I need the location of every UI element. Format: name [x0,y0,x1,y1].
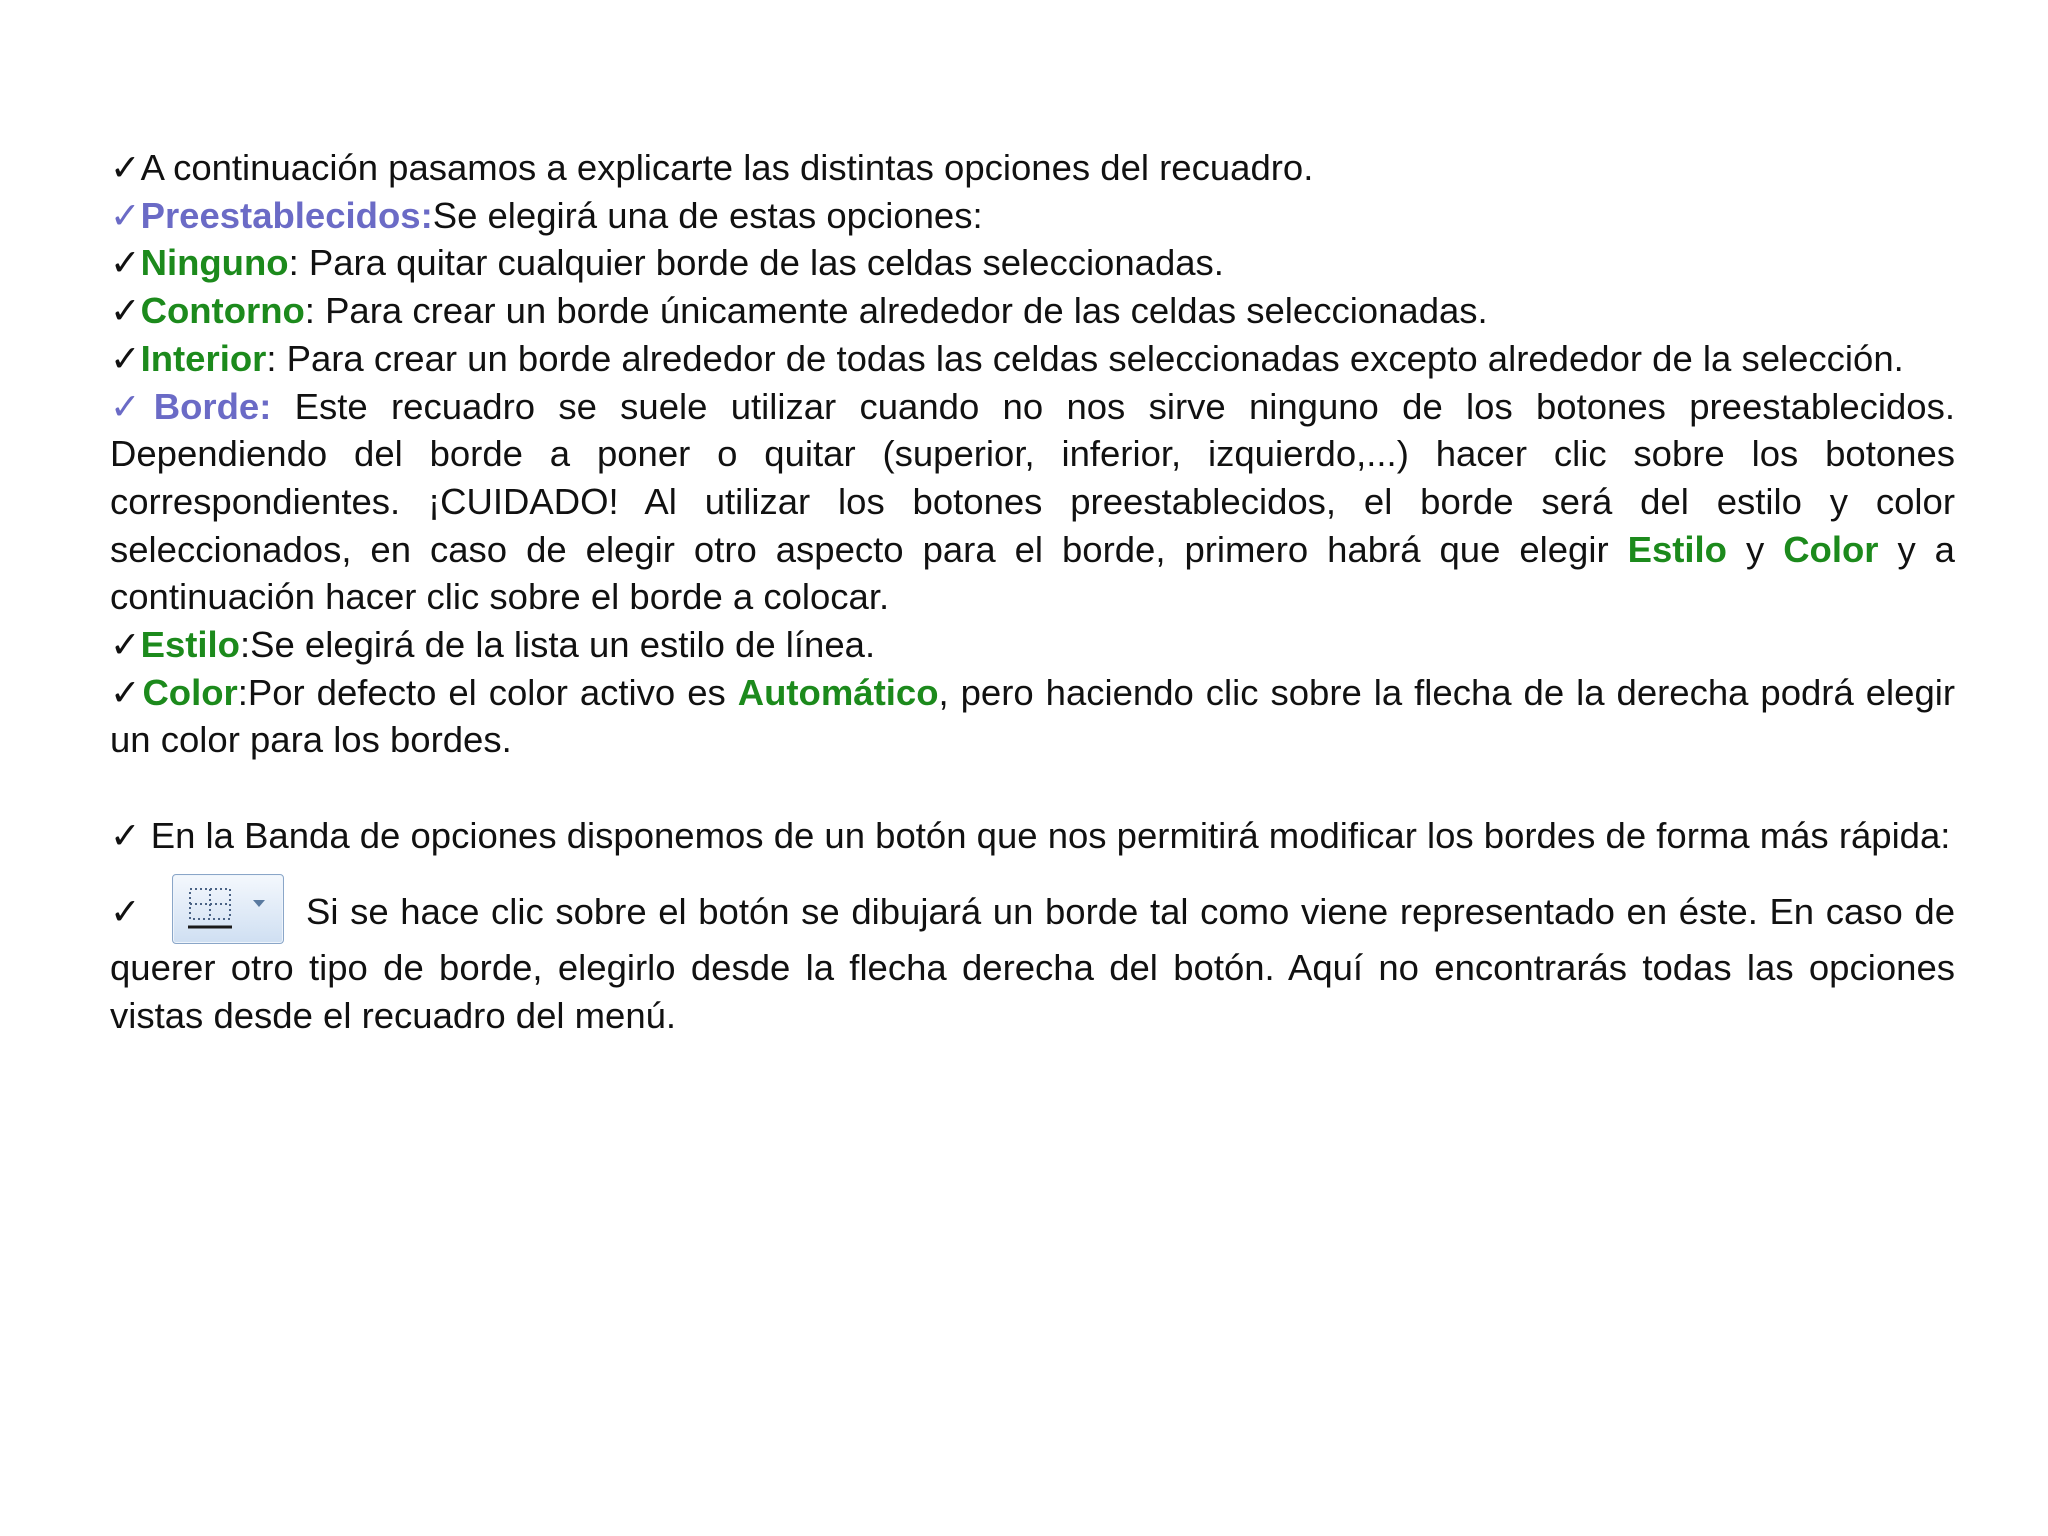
check-icon: ✓ [110,671,143,713]
interior-line [110,335,1955,383]
borders-dropdown-button[interactable] [172,874,284,944]
intro-line [110,144,1955,192]
intro-text: A continuación pasamos a explicarte las distintas opciones del recuadro. [140,147,1314,188]
check-icon: ✓ [110,815,141,857]
color-text-1: :Por defecto el color activo es [237,671,738,713]
check-icon: ✓ [110,147,141,188]
check-icon: ✓ [110,242,141,284]
check-icon: ✓ [110,194,141,236]
check-icon: ✓ [110,385,154,427]
interior-text: : Para crear un borde alrededor de todas las celdas seleccionadas excepto alrededor de la selección. [266,337,1904,379]
paragraph-spacer [110,764,1955,812]
contorno-text: : Para crear un borde únicamente alrededor de las celdas seleccionadas. [304,290,1488,332]
preestablecidos-text: Se elegirá una de estas opciones: [432,194,983,236]
banda-paragraph [110,812,1955,860]
banda-text: En la Banda de opciones disponemos de un botón que nos permitirá modificar los bordes de forma más rápida: [140,815,1951,857]
paragraph-spacer [110,860,1955,874]
borde-estilo-keyword: Estilo [1627,528,1727,570]
estilo-text: :Se elegirá de la lista un estilo de línea. [239,624,876,666]
ninguno-text: : Para quitar cualquier borde de las celdas seleccionadas. [288,242,1224,284]
borders-dropdown-icon [173,875,283,943]
borde-text-2: y a continuación hacer clic sobre el borde a colocar. [110,528,1955,618]
borde-paragraph [110,383,1955,622]
color-text-2: , pero haciendo clic sobre la flecha de la derecha podrá elegir un color para los bordes. [110,671,1956,761]
ninguno-line [110,239,1955,287]
check-icon: ✓ [110,624,141,666]
slide-content [110,144,1955,1039]
contorno-label: Contorno [140,290,305,332]
check-icon: ✓ [110,890,143,932]
boton-text: Si se hace clic sobre el botón se dibujará un borde tal como viene representado en éste. En caso de querer otro tipo de borde, elegirlo desde la flecha derecha del botón. Aquí no encontrarás todas las opciones vistas desde el recuadro del menú. [110,890,1955,1036]
ninguno-label: Ninguno [140,242,289,284]
color-paragraph [110,669,1955,764]
borde-label: Borde: [153,385,272,427]
boton-paragraph [110,874,1955,1039]
contorno-line [110,287,1955,335]
borde-text-1: Este recuadro se suele utilizar cuando no nos sirve ninguno de los botones preestablecidos. Dependiendo del borde a poner o quitar (superior, inferior, izquierdo,...) hacer clic sobre los botones correspondientes. ¡CUIDADO! Al utilizar los botones preestablecidos, el borde será del estilo y color seleccionados, en caso de elegir otro aspecto para el borde, primero habrá que elegir [110,385,1955,570]
estilo-label: Estilo [140,624,240,666]
color-automatico-keyword: Automático [737,671,939,713]
interior-label: Interior [140,337,267,379]
check-icon: ✓ [110,337,141,379]
preestablecidos-label: Preestablecidos: [140,194,433,236]
borde-y: y [1726,528,1784,570]
preestablecidos-line [110,192,1955,240]
borde-color-keyword: Color [1783,528,1879,570]
estilo-line [110,621,1955,669]
color-label: Color [142,671,238,713]
check-icon: ✓ [110,290,141,332]
